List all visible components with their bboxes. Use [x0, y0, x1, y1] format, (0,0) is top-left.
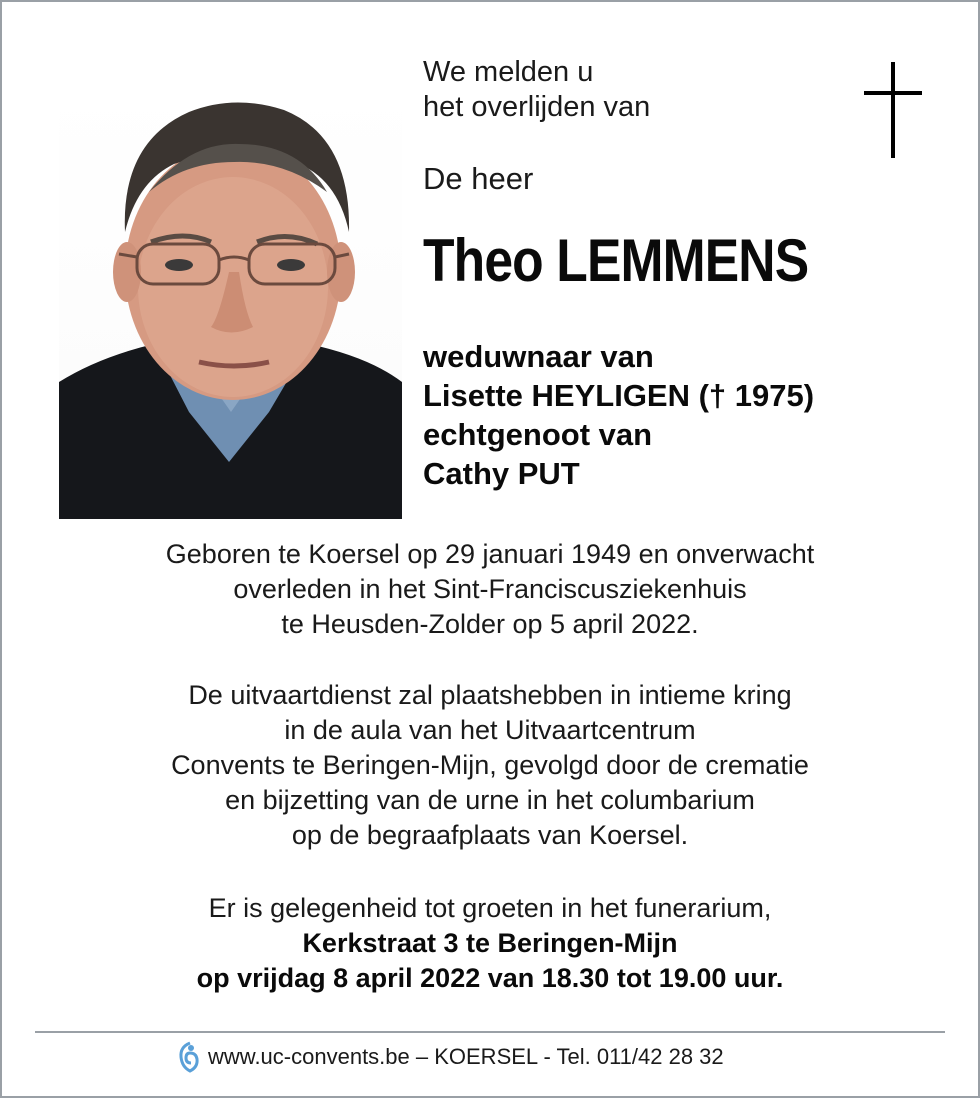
visitation-intro: Er is gelegenheid tot groeten in het funerarium,: [208, 893, 772, 923]
visitation-datetime: op vrijdag 8 april 2022 van 18.30 tot 19.00 uur.: [196, 963, 784, 993]
cross-icon: [864, 62, 922, 158]
intro-line-2: het overlijden van: [423, 91, 651, 123]
funeral-paragraph: [40, 678, 940, 853]
paragraph-line: Geboren te Koersel op 29 januari 1949 en onverwacht: [165, 539, 815, 569]
relation-line: Lisette HEYLIGEN († 1975): [423, 378, 815, 413]
footer: [176, 1040, 724, 1074]
intro-text: [423, 55, 650, 125]
title-prefix: De heer: [423, 161, 534, 196]
convents-logo-icon: [176, 1041, 200, 1073]
birth-death-paragraph: [40, 537, 940, 642]
relation-line: echtgenoot van: [423, 417, 653, 452]
paragraph-line: en bijzetting van de urne in het columbarium: [225, 785, 755, 815]
visitation-address: Kerkstraat 3 te Beringen-Mijn: [302, 928, 678, 958]
visitation-paragraph: [40, 891, 940, 996]
paragraph-line: te Heusden-Zolder op 5 april 2022.: [281, 609, 699, 639]
paragraph-line: Convents te Beringen-Mijn, gevolgd door de crematie: [171, 750, 809, 780]
deceased-name: Theo LEMMENS: [423, 227, 809, 294]
paragraph-line: in de aula van het Uitvaartcentrum: [284, 715, 696, 745]
relation-line: Cathy PUT: [423, 456, 580, 491]
footer-contact-text: www.uc-convents.be – KOERSEL - Tel. 011/42 28 32: [208, 1044, 724, 1069]
paragraph-line: op de begraafplaats van Koersel.: [291, 820, 689, 850]
relations-block: [423, 337, 814, 493]
portrait-photo: [59, 82, 402, 519]
paragraph-line: overleden in het Sint-Franciscusziekenhuis: [233, 574, 747, 604]
paragraph-line: De uitvaartdienst zal plaatshebben in intieme kring: [188, 680, 792, 710]
relation-line: weduwnaar van: [423, 339, 654, 374]
intro-line-1: We melden u: [423, 56, 594, 88]
footer-divider: [35, 1031, 945, 1033]
